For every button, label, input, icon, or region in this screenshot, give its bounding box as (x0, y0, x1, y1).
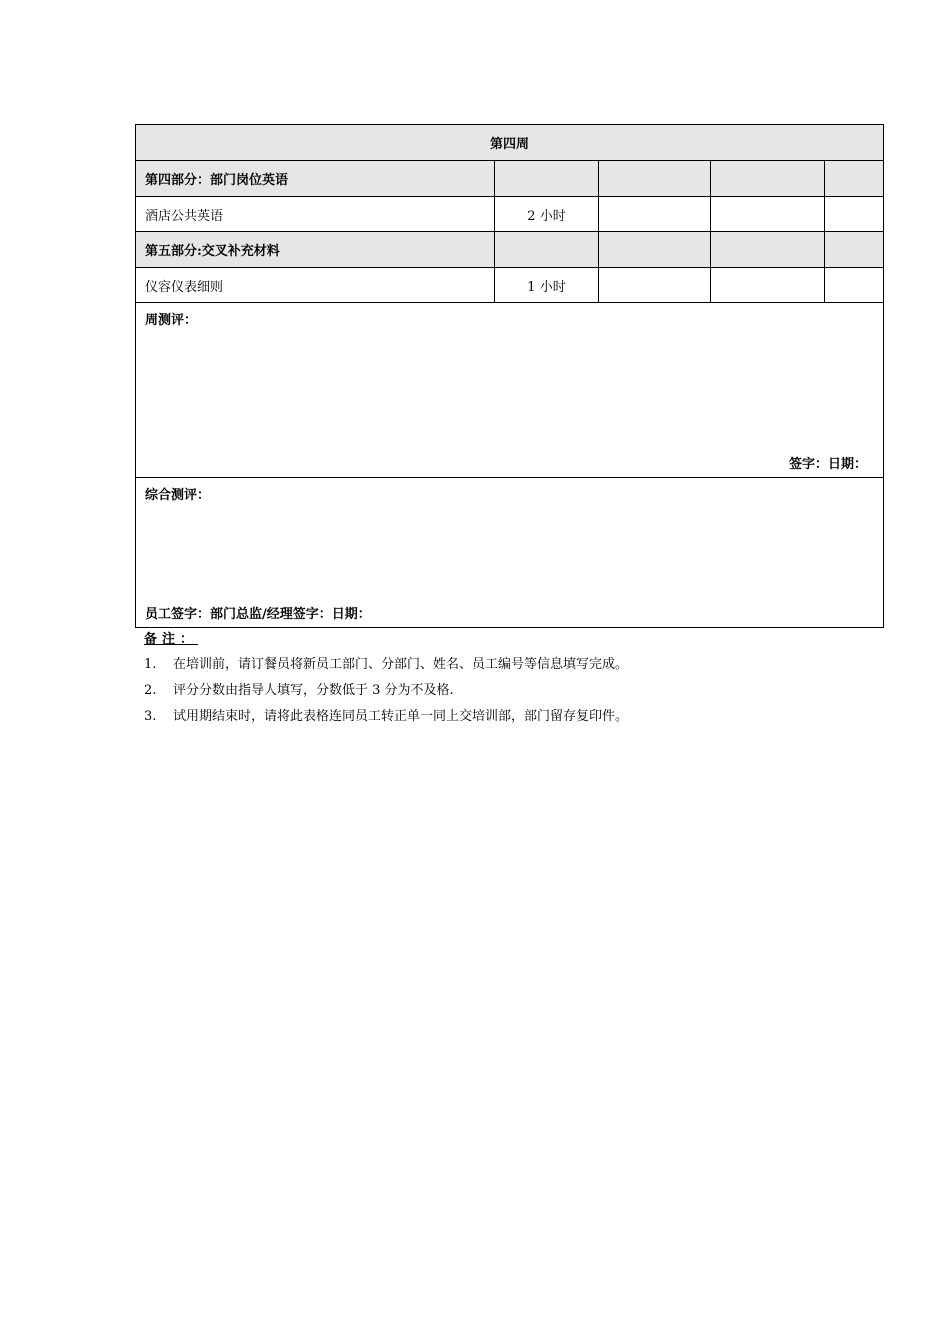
list-item (144, 707, 864, 733)
instructor-cell (711, 197, 825, 232)
score-cell (599, 232, 711, 268)
overall-review-cell (136, 478, 884, 628)
hours-cell (495, 161, 599, 197)
remark-cell (825, 268, 884, 303)
note-text: 试用期结束时，请将此表格连同员工转正单一同上交培训部，部门留存复印件。 (173, 709, 629, 724)
section-label: 第四部分：部门岗位英语 (136, 161, 495, 197)
note-text: 在培训前，请订餐员将新员工部门、分部门、姓名、员工编号等信息填写完成。 (173, 657, 629, 672)
notes-list (144, 655, 864, 733)
section-label: 第五部分:交叉补充材料 (136, 232, 495, 268)
weekly-review-label: 周测评： (145, 313, 198, 328)
list-item (144, 681, 864, 707)
hours-cell: 1 小时 (495, 268, 599, 303)
remark-cell (825, 232, 884, 268)
overall-signatures: 员工签字：部门总监/经理签字：日期： (145, 607, 371, 622)
weekly-review-cell (136, 303, 884, 478)
note-number: 1. (144, 657, 157, 672)
table-row (136, 268, 884, 303)
instructor-cell (711, 161, 825, 197)
hours-cell (495, 232, 599, 268)
note-text: 评分分数由指导人填写，分数低于 3 分为不及格. (173, 683, 454, 698)
weekly-signature-date: 签字：日期： (789, 457, 868, 472)
week-title: 第四周 (136, 125, 884, 161)
notes-title: 备注： (144, 632, 199, 647)
note-number: 3. (144, 709, 157, 724)
item-label: 仪容仪表细则 (136, 268, 495, 303)
hours-cell: 2 小时 (495, 197, 599, 232)
table-row (136, 197, 884, 232)
item-label: 酒店公共英语 (136, 197, 495, 232)
training-schedule-table (135, 124, 884, 628)
score-cell (599, 197, 711, 232)
remark-cell (825, 197, 884, 232)
overall-review-label: 综合测评： (145, 488, 211, 503)
table-row (136, 161, 884, 197)
remark-cell (825, 161, 884, 197)
list-item (144, 655, 864, 681)
notes-section (144, 631, 864, 733)
score-cell (599, 268, 711, 303)
table-row (136, 232, 884, 268)
instructor-cell (711, 232, 825, 268)
score-cell (599, 161, 711, 197)
note-number: 2. (144, 683, 157, 698)
instructor-cell (711, 268, 825, 303)
